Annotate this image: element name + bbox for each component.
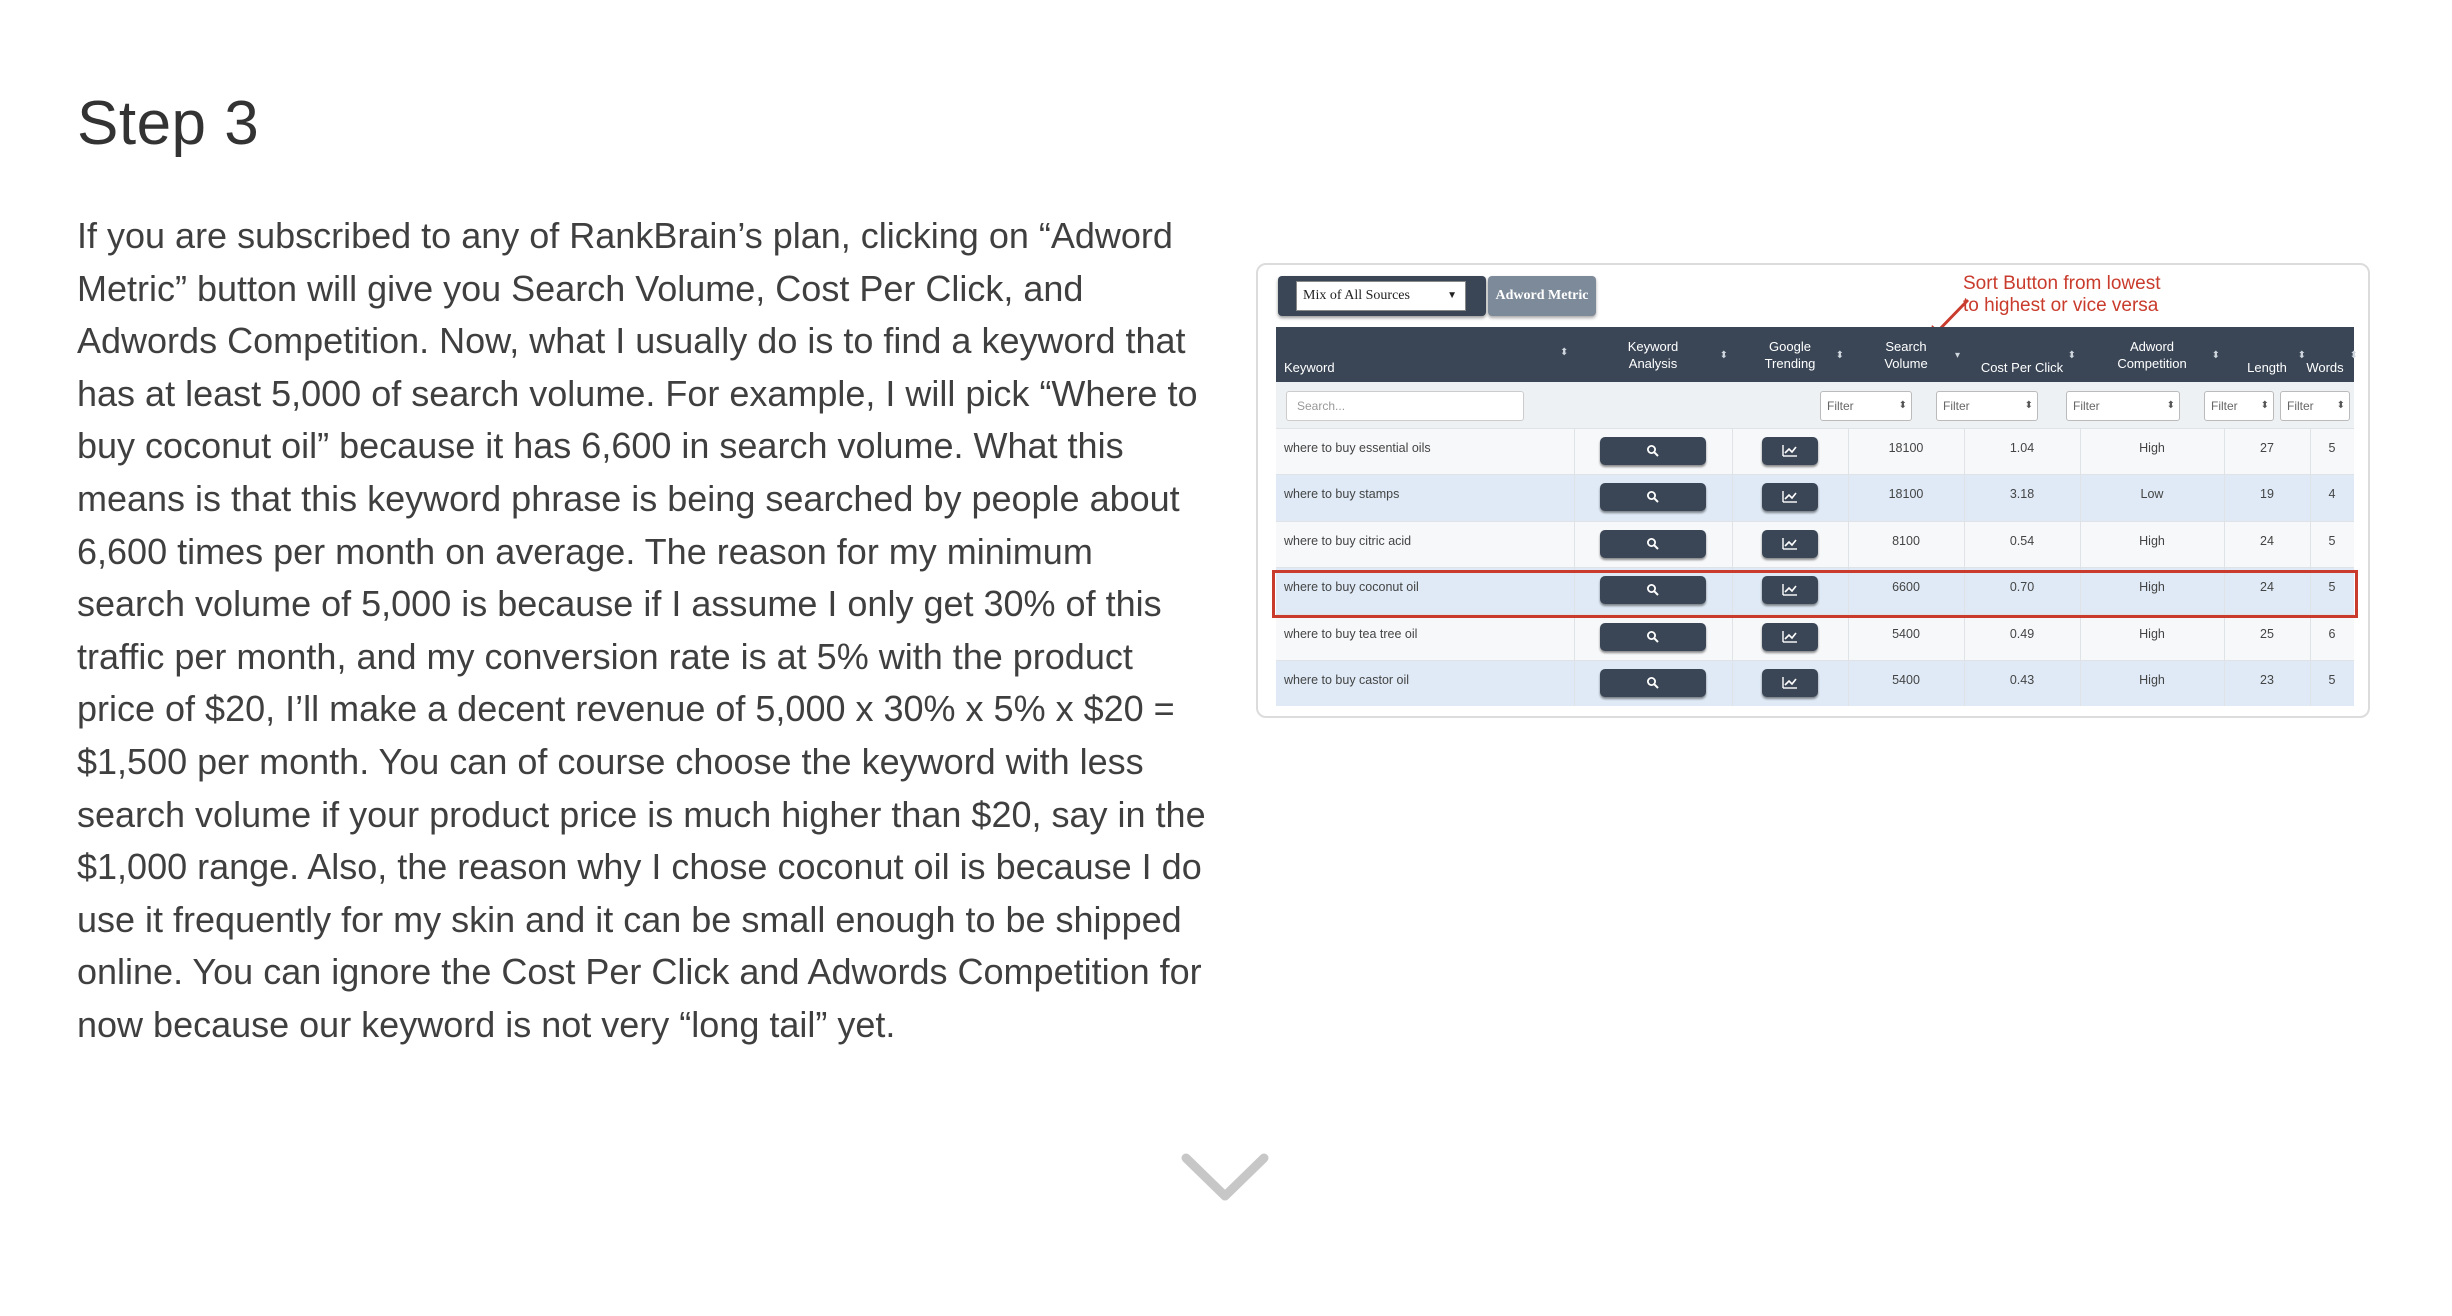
magnifier-icon	[1646, 537, 1660, 551]
google-trending-button[interactable]	[1762, 483, 1818, 511]
header-cost-per-click[interactable]: Cost Per Click ⬍	[1964, 327, 2080, 382]
competition-cell: Low	[2140, 487, 2164, 502]
updown-icon: ⬍	[2024, 400, 2033, 411]
adword-metric-button[interactable]: Adword Metric	[1488, 276, 1596, 316]
trend-chart-icon	[1782, 537, 1798, 551]
words-cell: 4	[2328, 487, 2336, 502]
google-trending-button[interactable]	[1762, 437, 1818, 465]
google-trending-button[interactable]	[1762, 530, 1818, 558]
magnifier-icon	[1646, 630, 1660, 644]
sort-icon[interactable]: ⬍	[1560, 347, 1569, 358]
words-cell: 5	[2328, 533, 2336, 548]
search-volume-cell: 5400	[1892, 626, 1920, 641]
annotation-line-1: Sort Button from lowest	[1963, 273, 2161, 294]
cost-per-click-cell: 1.04	[2009, 441, 2035, 455]
keyword-cell: where to buy citric acid	[1284, 533, 1412, 548]
sort-icon[interactable]: ⬍	[2297, 350, 2306, 361]
keyword-analysis-cell	[1574, 475, 1732, 521]
google-trending-cell	[1732, 522, 1848, 568]
sort-annotation	[1963, 273, 2160, 317]
table-row	[1276, 660, 2354, 706]
sort-icon[interactable]: ⬍	[1835, 350, 1844, 361]
competition-cell: High	[2139, 626, 2165, 641]
step-description: If you are subscribed to any of RankBrain’s plan, clicking on “Adword Metric” button will give you Search Volume, Cost Per Click, and Adwords Competition. Now, what I usually do is to find a keyword that has at least 5,000 of search volume. For example, I will pick “Where to buy coconut oil” because it has 6,600 in search volume. What this means is that this keyword phrase is being searched by people about 6,600 times per month on average. The reason for my minimum search volume of 5,000 is because if I assume I only get 30% of this traffic per month, and my conversion rate is at 5% with the product price of $20, I’ll make a decent revenue of 5,000 x 30% x 5% x $20 = $1,500 per month. You can of course choose the keyword with less search volume if your product price is much higher than $20, say in the $1,000 range. Also, the reason why I chose coconut oil is because I do use it frequently for my skin and it can be small enough to be shipped online. You can ignore the Cost Per Click and Adwords Competition for now because our keyword is not very “long tail” yet.	[77, 215, 1206, 1045]
updown-icon: ⬍	[1898, 400, 1907, 411]
keyword-analysis-cell	[1574, 615, 1732, 661]
competition-cell: High	[2139, 580, 2165, 595]
google-trending-cell	[1732, 661, 1848, 707]
search-volume-cell: 6600	[1892, 580, 1920, 595]
search-volume-cell: 5400	[1892, 673, 1920, 687]
cost-per-click-cell: 0.70	[2009, 580, 2035, 595]
sort-icon[interactable]: ▾	[1954, 350, 1960, 361]
magnifier-icon	[1646, 444, 1660, 458]
source-select[interactable]	[1296, 281, 1466, 311]
google-trending-button[interactable]	[1762, 623, 1818, 651]
step-heading: Step 3	[77, 89, 260, 158]
google-trending-cell	[1732, 475, 1848, 521]
sort-icon[interactable]: ⬍	[2211, 350, 2220, 361]
highlighted-row-box	[1272, 570, 2358, 618]
header-keyword-analysis[interactable]: Keyword Analysis ⬍	[1627, 338, 1728, 371]
trend-chart-icon	[1782, 630, 1798, 644]
dropdown-caret-icon: ▼	[1447, 290, 1457, 301]
filter-words[interactable]: Filter ⬍	[2280, 391, 2350, 421]
table-row	[1276, 474, 2354, 520]
keyword-cell: where to buy castor oil	[1284, 673, 1410, 687]
filter-competition[interactable]: Filter ⬍	[2066, 391, 2180, 421]
google-trending-cell	[1732, 429, 1848, 475]
header-google-trending[interactable]: Google Trending ⬍	[1764, 338, 1844, 371]
filter-search-volume[interactable]: Filter ⬍	[1820, 391, 1912, 421]
sort-icon[interactable]: ⬍	[2349, 350, 2358, 361]
keyword-analysis-cell	[1574, 522, 1732, 568]
length-cell: 24	[2260, 580, 2274, 595]
magnifier-icon	[1646, 490, 1660, 504]
chevron-down-icon[interactable]	[1180, 1150, 1270, 1206]
header-length[interactable]: Length ⬍	[2224, 327, 2310, 382]
keyword-search-input[interactable]: Search...	[1286, 391, 1524, 421]
keyword-cell: where to buy tea tree oil	[1284, 626, 1418, 641]
table-row	[1276, 428, 2354, 474]
adword-metric-screenshot	[1256, 263, 2370, 718]
trend-chart-icon	[1782, 676, 1798, 690]
length-cell: 25	[2260, 626, 2274, 641]
updown-icon: ⬍	[2166, 400, 2175, 411]
google-trending-cell	[1732, 615, 1848, 661]
competition-cell: High	[2139, 441, 2165, 455]
cost-per-click-cell: 3.18	[2009, 487, 2035, 502]
keyword-analysis-cell	[1574, 429, 1732, 475]
words-cell: 5	[2328, 673, 2336, 687]
keyword-analysis-button[interactable]	[1600, 483, 1706, 511]
sort-icon[interactable]: ⬍	[1719, 350, 1728, 361]
filter-row	[1276, 382, 2354, 428]
competition-cell: High	[2139, 673, 2165, 687]
keyword-analysis-button[interactable]	[1600, 623, 1706, 651]
header-keyword[interactable]: Keyword	[1284, 360, 1335, 375]
words-cell: 5	[2328, 580, 2336, 595]
keyword-cell: where to buy coconut oil	[1284, 580, 1419, 595]
sort-icon[interactable]: ⬍	[2067, 350, 2076, 361]
source-select-container	[1278, 276, 1486, 316]
magnifier-icon	[1646, 676, 1660, 690]
words-cell: 6	[2328, 626, 2336, 641]
keyword-analysis-cell	[1574, 661, 1732, 707]
keyword-cell: where to buy essential oils	[1284, 441, 1431, 455]
cost-per-click-cell: 0.49	[2009, 626, 2035, 641]
keyword-analysis-button[interactable]	[1600, 530, 1706, 558]
keyword-analysis-button[interactable]	[1600, 437, 1706, 465]
competition-cell: High	[2139, 533, 2165, 548]
header-search-volume[interactable]: Search Volume ▾	[1884, 338, 1960, 371]
source-select-value: Mix of All Sources	[1303, 288, 1410, 303]
table-row	[1276, 614, 2354, 660]
length-cell: 27	[2260, 441, 2274, 455]
search-volume-cell: 8100	[1892, 533, 1920, 548]
header-words[interactable]: Words ⬍	[2282, 327, 2368, 382]
length-cell: 24	[2260, 533, 2274, 548]
trend-chart-icon	[1782, 490, 1798, 504]
search-volume-cell: 18100	[1888, 487, 1924, 502]
header-adword-competition[interactable]: Adword Competition ⬍	[2117, 338, 2220, 371]
google-trending-button[interactable]	[1762, 669, 1818, 697]
table-header	[1276, 327, 2358, 382]
filter-cost-per-click[interactable]: Filter ⬍	[1936, 391, 2038, 421]
filter-length[interactable]: Filter ⬍	[2204, 391, 2274, 421]
updown-icon: ⬍	[2336, 400, 2345, 411]
words-cell: 5	[2328, 441, 2336, 455]
trend-chart-icon	[1782, 444, 1798, 458]
annotation-line-2: to highest or vice versa	[1963, 295, 2159, 316]
keyword-cell: where to buy stamps	[1284, 487, 1400, 502]
cost-per-click-cell: 0.54	[2009, 533, 2035, 548]
search-volume-cell: 18100	[1888, 441, 1924, 455]
length-cell: 19	[2260, 487, 2274, 502]
table-row	[1276, 521, 2354, 567]
cost-per-click-cell: 0.43	[2009, 673, 2035, 687]
keyword-analysis-button[interactable]	[1600, 669, 1706, 697]
updown-icon: ⬍	[2260, 400, 2269, 411]
length-cell: 23	[2260, 673, 2274, 687]
